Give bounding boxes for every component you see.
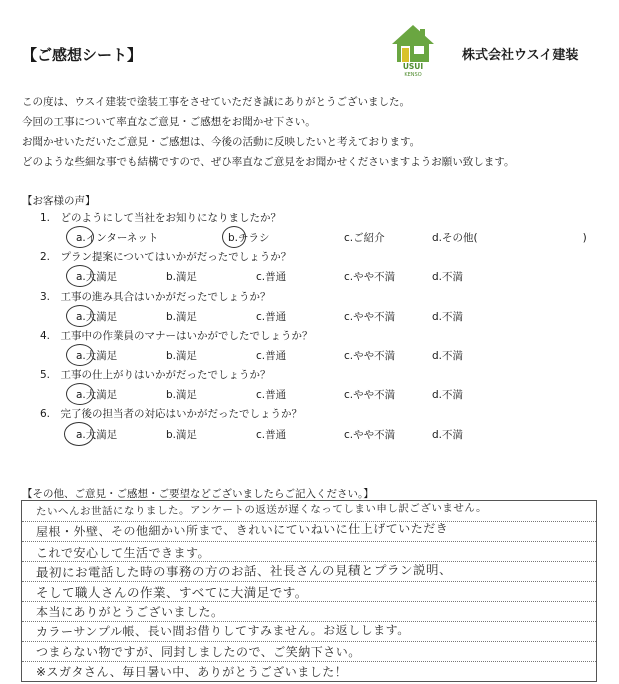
q4-option-b[interactable]: b.満足 <box>166 350 198 362</box>
logo-text: USUI <box>402 62 424 71</box>
company-logo <box>389 22 437 78</box>
comments-heading: 【その他、ご意見・ご感想・ご要望などございましたらご記入ください。】 <box>22 488 374 500</box>
q4-option-a[interactable]: a.大満足 <box>76 350 118 362</box>
handwritten-line: 最初にお電話した時の事務の方のお話、社長さんの見積とプラン説明、 <box>35 562 453 580</box>
q5-option-c2[interactable]: c.やや不満 <box>344 389 396 401</box>
q2-option-d[interactable]: d.不満 <box>432 271 464 283</box>
q1-option-d[interactable]: d.その他( ) <box>432 232 587 244</box>
q2-option-a[interactable]: a.大満足 <box>76 271 118 283</box>
q2-option-c2[interactable]: c.やや不満 <box>344 271 396 283</box>
ruled-line <box>22 581 596 582</box>
q1-option-b[interactable]: b.チラシ <box>228 232 270 244</box>
question-3: 3. 工事の進み具合はいかがだったでしょうか？ <box>40 291 271 303</box>
company-name: 株式会社ウスイ建装 <box>462 48 579 63</box>
selection-circle <box>64 422 94 446</box>
q6-option-c2[interactable]: c.やや不満 <box>344 429 396 441</box>
handwritten-line: これで安心して生活できます。 <box>36 546 211 560</box>
intro-line: どのような些細な事でも結構ですので、ぜひ率直なご意見をお聞かせくださいますようお願い致します。 <box>22 156 515 168</box>
ruled-line <box>22 601 596 602</box>
selection-circle <box>66 383 94 405</box>
question-1: 1. どのようにして当社をお知りになりましたか？ <box>40 212 282 224</box>
question-5: 5. 工事の仕上がりはいかがだったでしょうか？ <box>40 369 271 381</box>
q4-option-c2[interactable]: c.やや不満 <box>344 350 396 362</box>
handwritten-line: カラーサンプル帳、長い間お借りしてすみません。お返しします。 <box>35 623 410 639</box>
q2-option-c[interactable]: c.普通 <box>256 271 287 283</box>
page-title: 【ご感想シート】 <box>22 46 143 64</box>
q6-option-b[interactable]: b.満足 <box>166 429 198 441</box>
voice-heading: 【お客様の声】 <box>22 195 96 207</box>
q3-option-c2[interactable]: c.やや不満 <box>344 311 396 323</box>
ruled-line <box>22 661 596 662</box>
q3-option-a[interactable]: a.大満足 <box>76 311 118 323</box>
q6-option-a[interactable]: a.大満足 <box>76 429 118 441</box>
question-4: 4. 工事中の作業員のマナーはいかがでしたでしょうか？ <box>40 330 313 342</box>
selection-circle <box>66 305 94 327</box>
handwritten-line: 本当にありがとうございました。 <box>36 605 224 619</box>
intro-line: 今回の工事について率直なご意見・ご感想をお聞かせ下さい。 <box>22 116 316 128</box>
comments-box[interactable] <box>21 500 597 682</box>
ruled-line <box>22 641 596 642</box>
q4-option-d[interactable]: d.不満 <box>432 350 464 362</box>
q5-option-c[interactable]: c.普通 <box>256 389 287 401</box>
q5-option-b[interactable]: b.満足 <box>166 389 198 401</box>
selection-circle <box>66 265 94 287</box>
q4-option-c[interactable]: c.普通 <box>256 350 287 362</box>
handwritten-line: 屋根・外壁、その他細かい所まで、きれいにていねいに仕上げていただき <box>35 521 449 539</box>
house-logo-icon <box>389 22 437 78</box>
question-6: 6. 完了後の担当者の対応はいかがだったでしょうか？ <box>40 408 303 420</box>
selection-circle <box>222 226 246 248</box>
selection-circle <box>66 226 94 248</box>
q1-option-a[interactable]: a.インターネット <box>76 232 159 244</box>
question-2: 2. プラン提案についてはいかがだったでしょうか？ <box>40 251 292 263</box>
q1-option-c[interactable]: c.ご紹介 <box>344 232 385 244</box>
q6-option-d[interactable]: d.不満 <box>432 429 464 441</box>
intro-line: この度は、ウスイ建装で塗装工事をさせていただき誠にありがとうございました。 <box>22 96 410 108</box>
q2-option-b[interactable]: b.満足 <box>166 271 198 283</box>
q6-option-c[interactable]: c.普通 <box>256 429 287 441</box>
q3-option-b[interactable]: b.満足 <box>166 311 198 323</box>
intro-text <box>22 92 514 172</box>
q5-option-a[interactable]: a.大満足 <box>76 389 118 401</box>
q5-option-d[interactable]: d.不満 <box>432 389 464 401</box>
ruled-line <box>22 541 596 542</box>
selection-circle <box>66 344 94 366</box>
handwritten-line: そして職人さんの作業、すべてに大満足です。 <box>36 585 308 600</box>
q3-option-d[interactable]: d.不満 <box>432 311 464 323</box>
handwritten-line: たいへんお世話になりました。アンケートの返送が遅くなってしまい申し訳ございません。 <box>35 502 488 518</box>
logo-subtext: KENSO <box>404 72 422 78</box>
handwritten-line: つまらない物ですが、同封しましたので、ご笑納下さい。 <box>36 645 361 659</box>
handwritten-line: ※スガタさん、毎日暑い中、ありがとうございました！ <box>36 665 348 679</box>
q3-option-c[interactable]: c.普通 <box>256 311 287 323</box>
intro-line: お聞かせいただいたご意見・ご感想は、今後の活動に反映したいと考えております。 <box>22 136 421 148</box>
